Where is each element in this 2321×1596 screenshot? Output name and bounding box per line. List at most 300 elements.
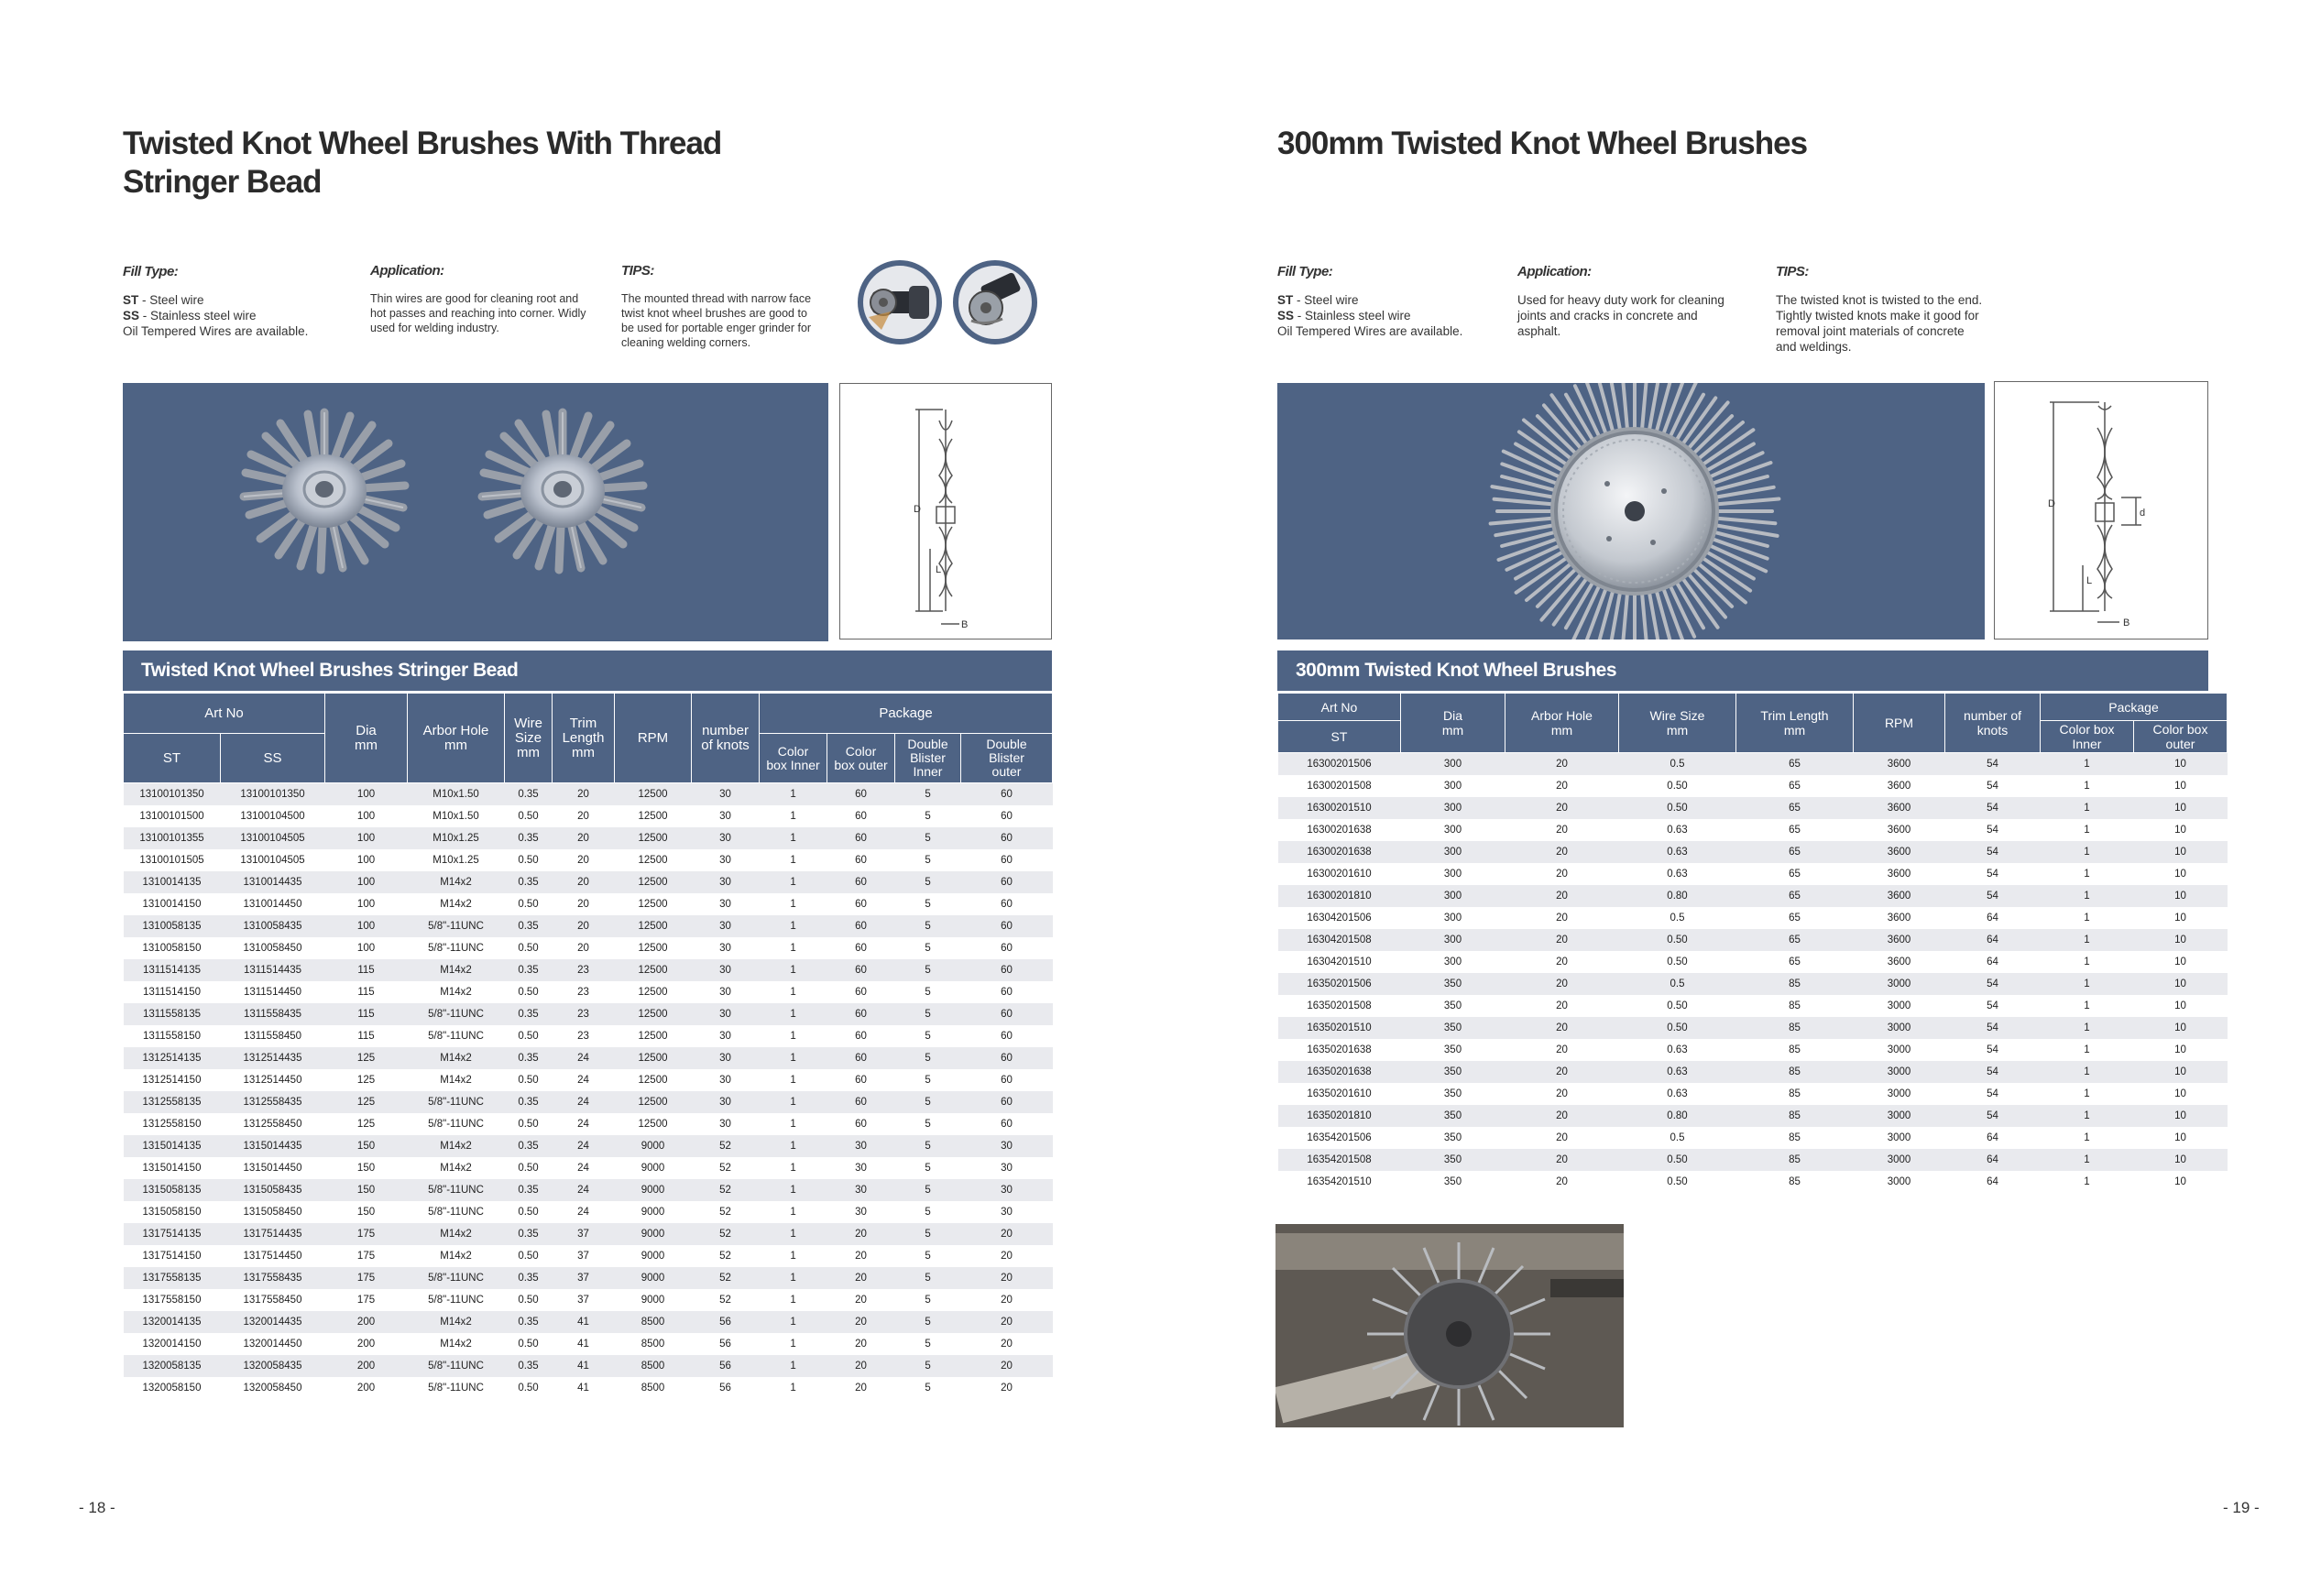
- table-cell: 16300201510: [1278, 797, 1401, 819]
- table-cell: 12500: [615, 1025, 692, 1047]
- title-line-2: Stringer Bead: [123, 164, 322, 200]
- table-cell: 0.50: [1619, 775, 1736, 797]
- header-package: Package: [760, 694, 1053, 734]
- table-cell: M14x2: [408, 1245, 505, 1267]
- table-cell: 10: [2134, 973, 2228, 995]
- page-title-left: [123, 125, 721, 202]
- table-cell: 23: [553, 981, 615, 1003]
- table-cell: 12500: [615, 959, 692, 981]
- table-cell: 24: [553, 1135, 615, 1157]
- header-double-blister-outer: [961, 734, 1053, 783]
- table-cell: 65: [1736, 929, 1854, 951]
- table-cell: 20: [1505, 1171, 1619, 1193]
- table-cell: 3000: [1854, 1127, 1945, 1149]
- table-cell: 350: [1401, 1061, 1505, 1083]
- table-cell: 54: [1945, 1061, 2041, 1083]
- table-cell: 5: [895, 871, 961, 893]
- table-cell: 13100104505: [221, 849, 325, 871]
- table-cell: 3000: [1854, 1061, 1945, 1083]
- bristle-tuft: [1715, 499, 1779, 505]
- table-cell: 60: [827, 893, 895, 915]
- table-cell: 5: [895, 1245, 961, 1267]
- table-cell: 30: [692, 981, 760, 1003]
- table-cell: 60: [827, 1091, 895, 1113]
- header-trim-unit: mm: [572, 744, 596, 760]
- header-cbo-l2: box outer: [834, 757, 888, 772]
- table-cell: 0.50: [505, 1025, 553, 1047]
- header-color-box-outer: [827, 734, 895, 783]
- table-cell: 5: [895, 1113, 961, 1135]
- table-row: [124, 1179, 1053, 1201]
- table-cell: 3600: [1854, 863, 1945, 885]
- table-cell: 5/8"-11UNC: [408, 1113, 505, 1135]
- table-cell: 30: [692, 1091, 760, 1113]
- st-code: ST: [123, 293, 139, 307]
- table-cell: 1: [2041, 885, 2134, 907]
- application-line: joints and cracks in concrete and: [1517, 309, 1698, 322]
- table-cell: 30: [827, 1201, 895, 1223]
- table-cell: 16304201506: [1278, 907, 1401, 929]
- table-cell: 5: [895, 893, 961, 915]
- table-cell: 3600: [1854, 753, 1945, 775]
- table-cell: 23: [553, 1003, 615, 1025]
- table-cell: 60: [827, 959, 895, 981]
- table-cell: 1: [760, 1179, 827, 1201]
- table-cell: 85: [1736, 973, 1854, 995]
- table-cell: 350: [1401, 1149, 1505, 1171]
- ss-code: SS: [123, 309, 140, 322]
- table-cell: M10x1.25: [408, 827, 505, 849]
- table-cell: 24: [553, 1157, 615, 1179]
- table-cell: 10: [2134, 1083, 2228, 1105]
- table-cell: 1: [760, 1201, 827, 1223]
- table-cell: 100: [325, 915, 408, 937]
- table-cell: 20: [553, 849, 615, 871]
- table-cell: 1310014135: [124, 871, 221, 893]
- table-cell: 30: [692, 783, 760, 805]
- table-row: [124, 827, 1053, 849]
- fill-type-heading: Fill Type:: [1277, 264, 1333, 279]
- table-cell: 5/8"-11UNC: [408, 1289, 505, 1311]
- table-row: [1278, 1017, 2228, 1039]
- table-cell: 1320014135: [124, 1311, 221, 1333]
- table-cell: 9000: [615, 1157, 692, 1179]
- st-text: - Steel wire: [1293, 293, 1359, 307]
- table-cell: M14x2: [408, 1333, 505, 1355]
- header-arbor-label: Arbor Hole: [1531, 708, 1593, 723]
- table-row: [1278, 863, 2228, 885]
- table-cell: 23: [553, 1025, 615, 1047]
- table-cell: 1: [760, 959, 827, 981]
- table-cell: 60: [961, 981, 1053, 1003]
- table-cell: 16304201508: [1278, 929, 1401, 951]
- header-knots-l1: number of: [1963, 708, 2022, 723]
- header-arbor: [408, 694, 505, 783]
- table-cell: 200: [325, 1333, 408, 1355]
- diagram-label-d: D: [2048, 498, 2055, 509]
- table-cell: 52: [692, 1135, 760, 1157]
- table-row: [124, 1003, 1053, 1025]
- table-cell: 54: [1945, 1083, 2041, 1105]
- table-cell: 300: [1401, 841, 1505, 863]
- header-trim-unit: mm: [1783, 723, 1806, 738]
- table-cell: 1: [760, 1025, 827, 1047]
- table-cell: 0.63: [1619, 1083, 1736, 1105]
- table-cell: 150: [325, 1179, 408, 1201]
- table-cell: 1317558150: [124, 1289, 221, 1311]
- table-cell: 1: [760, 1091, 827, 1113]
- table-cell: 16354201506: [1278, 1127, 1401, 1149]
- table-cell: 1: [2041, 973, 2134, 995]
- fill-type-st: [123, 292, 352, 308]
- table-cell: 5: [895, 915, 961, 937]
- table-cell: 0.63: [1619, 1061, 1736, 1083]
- table-cell: 1315058135: [124, 1179, 221, 1201]
- table-cell: 54: [1945, 1039, 2041, 1061]
- table-cell: 3000: [1854, 1039, 1945, 1061]
- header-knots: [692, 694, 760, 783]
- table-cell: 100: [325, 937, 408, 959]
- table-cell: 1312558450: [221, 1113, 325, 1135]
- table-cell: 200: [325, 1311, 408, 1333]
- diagram-label-l: L: [936, 564, 942, 575]
- tips-line: be used for portable enger grinder for: [621, 322, 812, 334]
- table-cell: 20: [1505, 885, 1619, 907]
- table-cell: 1: [760, 893, 827, 915]
- table-cell: 1315014450: [221, 1157, 325, 1179]
- table-row: [124, 1333, 1053, 1355]
- table-cell: 175: [325, 1223, 408, 1245]
- table-cell: 5: [895, 1267, 961, 1289]
- table-cell: 20: [827, 1223, 895, 1245]
- header-dbo-l1: Double: [986, 737, 1027, 751]
- table-cell: 1: [2041, 1061, 2134, 1083]
- table-cell: 300: [1401, 951, 1505, 973]
- tips-line: removal joint materials of concrete: [1776, 324, 1965, 338]
- table-cell: 1311514135: [124, 959, 221, 981]
- header-arbor-unit: mm: [444, 737, 468, 753]
- bristle-tuft: [1494, 499, 1555, 505]
- diagram-label-d-small: d: [2140, 508, 2146, 519]
- table-cell: 1: [2041, 995, 2134, 1017]
- table-cell: 1320058450: [221, 1377, 325, 1399]
- table-cell: 13100104500: [221, 805, 325, 827]
- table-cell: 1: [760, 783, 827, 805]
- table-cell: M14x2: [408, 1311, 505, 1333]
- table-cell: 1: [760, 915, 827, 937]
- table-cell: 16350201810: [1278, 1105, 1401, 1127]
- table-cell: 10: [2134, 1017, 2228, 1039]
- header-knots-l2: of knots: [701, 737, 750, 753]
- table-row: [124, 1289, 1053, 1311]
- table-cell: 125: [325, 1047, 408, 1069]
- table-cell: 1315014435: [221, 1135, 325, 1157]
- application-line: asphalt.: [1517, 324, 1561, 338]
- table-cell: 12500: [615, 1113, 692, 1135]
- table-cell: 0.50: [505, 849, 553, 871]
- table-cell: M10x1.50: [408, 805, 505, 827]
- table-cell: 24: [553, 1201, 615, 1223]
- table-row: [1278, 1061, 2228, 1083]
- table-cell: 0.50: [505, 1333, 553, 1355]
- table-cell: 175: [325, 1267, 408, 1289]
- table-cell: 10: [2134, 753, 2228, 775]
- table-cell: 20: [553, 937, 615, 959]
- table-cell: 1312514435: [221, 1047, 325, 1069]
- header-dia: [325, 694, 408, 783]
- table-title-left: Twisted Knot Wheel Brushes Stringer Bead: [123, 650, 1052, 693]
- table-cell: 13100101350: [124, 783, 221, 805]
- tips-line: cleaning welding corners.: [621, 336, 751, 349]
- table-row: [1278, 1083, 2228, 1105]
- table-cell: 115: [325, 1003, 408, 1025]
- table-cell: 1311514435: [221, 959, 325, 981]
- table-cell: 10: [2134, 885, 2228, 907]
- fill-type-section: [123, 264, 352, 339]
- table-cell: 30: [961, 1201, 1053, 1223]
- table-cell: 5: [895, 1311, 961, 1333]
- angle-grinder-icon: [863, 266, 936, 339]
- table-cell: 20: [961, 1311, 1053, 1333]
- header-art-no: Art No: [1278, 694, 1401, 721]
- table-cell: 1: [2041, 1127, 2134, 1149]
- table-cell: 5: [895, 959, 961, 981]
- table-cell: 0.35: [505, 783, 553, 805]
- table-cell: 12500: [615, 893, 692, 915]
- table-cell: 1: [760, 849, 827, 871]
- table-cell: 64: [1945, 1127, 2041, 1149]
- table-cell: 0.80: [1619, 885, 1736, 907]
- table-row: [124, 1245, 1053, 1267]
- twisted-knot-wheel-brush-photo: [1277, 383, 1985, 639]
- table-cell: 52: [692, 1179, 760, 1201]
- table-cell: 8500: [615, 1333, 692, 1355]
- table-cell: 20: [1505, 1149, 1619, 1171]
- table-cell: 350: [1401, 995, 1505, 1017]
- application-line: Thin wires are good for cleaning root and: [370, 292, 579, 305]
- table-cell: 10: [2134, 929, 2228, 951]
- table-cell: 30: [692, 1003, 760, 1025]
- table-row: [1278, 885, 2228, 907]
- table-cell: 30: [692, 915, 760, 937]
- table-cell: 20: [1505, 775, 1619, 797]
- table-cell: M10x1.25: [408, 849, 505, 871]
- ss-text: - Stainless steel wire: [139, 309, 257, 322]
- header-wire-l1: Wire: [514, 715, 542, 731]
- table-cell: 350: [1401, 1127, 1505, 1149]
- table-cell: 0.50: [1619, 951, 1736, 973]
- table-cell: 12500: [615, 827, 692, 849]
- header-wire-unit: mm: [517, 744, 541, 760]
- table-cell: 300: [1401, 753, 1505, 775]
- table-cell: 5: [895, 937, 961, 959]
- table-cell: 85: [1736, 1017, 1854, 1039]
- table-cell: 20: [961, 1377, 1053, 1399]
- table-cell: 20: [1505, 863, 1619, 885]
- table-cell: 23: [553, 959, 615, 981]
- table-cell: 10: [2134, 907, 2228, 929]
- table-cell: 3600: [1854, 841, 1945, 863]
- table-cell: 60: [961, 849, 1053, 871]
- table-cell: 20: [827, 1377, 895, 1399]
- table-cell: 10: [2134, 951, 2228, 973]
- table-cell: 16300201508: [1278, 775, 1401, 797]
- table-cell: 1312558135: [124, 1091, 221, 1113]
- table-cell: 300: [1401, 907, 1505, 929]
- table-cell: 0.35: [505, 1223, 553, 1245]
- table-cell: 41: [553, 1355, 615, 1377]
- table-cell: 5/8"-11UNC: [408, 915, 505, 937]
- header-ss: SS: [221, 734, 325, 783]
- table-cell: 100: [325, 805, 408, 827]
- header-knots-l2: knots: [1976, 723, 2009, 738]
- table-cell: 30: [692, 1069, 760, 1091]
- table-cell: 100: [325, 871, 408, 893]
- header-dia-label: Dia: [356, 722, 377, 738]
- table-cell: 5: [895, 1047, 961, 1069]
- table-cell: 20: [827, 1355, 895, 1377]
- header-trim-l1: Trim: [569, 715, 597, 731]
- table-cell: 16300201810: [1278, 885, 1401, 907]
- header-dbi-l1: Double: [907, 737, 948, 751]
- table-cell: 85: [1736, 995, 1854, 1017]
- table-cell: 60: [961, 915, 1053, 937]
- table-cell: 60: [827, 915, 895, 937]
- table-cell: 64: [1945, 929, 2041, 951]
- table-row: [124, 1223, 1053, 1245]
- table-cell: 5: [895, 1223, 961, 1245]
- table-cell: 1320014450: [221, 1333, 325, 1355]
- table-cell: 20: [553, 805, 615, 827]
- table-cell: 10: [2134, 1171, 2228, 1193]
- table-cell: 20: [1505, 797, 1619, 819]
- tips-line: and weldings.: [1776, 340, 1852, 354]
- table-cell: 24: [553, 1113, 615, 1135]
- table-cell: 1: [2041, 907, 2134, 929]
- table-cell: 30: [692, 827, 760, 849]
- table-cell: 3000: [1854, 1105, 1945, 1127]
- header-double-blister-inner: [895, 734, 961, 783]
- table-cell: 175: [325, 1245, 408, 1267]
- application-line: hot passes and reaching into corner. Widly: [370, 307, 586, 320]
- brush-dimension-diagram: [839, 383, 1052, 639]
- table-row: [124, 981, 1053, 1003]
- table-cell: 30: [961, 1179, 1053, 1201]
- application-heading: Application:: [370, 263, 444, 279]
- table-cell: 0.5: [1619, 907, 1736, 929]
- table-row: [1278, 1105, 2228, 1127]
- table-cell: 52: [692, 1201, 760, 1223]
- table-cell: 350: [1401, 973, 1505, 995]
- title-line-1: Twisted Knot Wheel Brushes With Thread: [123, 126, 722, 161]
- table-cell: 0.50: [1619, 1017, 1736, 1039]
- diagram-label-b: B: [961, 619, 969, 630]
- header-st: ST: [1278, 721, 1401, 753]
- table-cell: 5: [895, 981, 961, 1003]
- table-cell: 0.50: [505, 893, 553, 915]
- header-wire: [505, 694, 553, 783]
- table-cell: 100: [325, 783, 408, 805]
- table-cell: 9000: [615, 1135, 692, 1157]
- table-cell: 20: [961, 1333, 1053, 1355]
- table-cell: 30: [692, 1113, 760, 1135]
- header-arbor-unit: mm: [1550, 723, 1573, 738]
- table-cell: 20: [553, 871, 615, 893]
- tips-line: twist knot wheel brushes are good to: [621, 307, 807, 320]
- table-cell: 37: [553, 1289, 615, 1311]
- table-cell: 1: [760, 1113, 827, 1135]
- fill-type-ss: [1277, 308, 1506, 323]
- diagram-drawing-icon: [1995, 382, 2206, 638]
- table-cell: 16350201506: [1278, 973, 1401, 995]
- table-cell: 0.35: [505, 1047, 553, 1069]
- table-cell: 52: [692, 1157, 760, 1179]
- fill-type-note: Oil Tempered Wires are available.: [1277, 324, 1463, 338]
- table-cell: 20: [1505, 995, 1619, 1017]
- bristle-tuft: [1622, 383, 1627, 432]
- table-cell: 20: [1505, 951, 1619, 973]
- tips-line: The twisted knot is twisted to the end.: [1776, 293, 1983, 307]
- table-cell: 1: [2041, 951, 2134, 973]
- header-dia-label: Dia: [1442, 708, 1462, 723]
- table-cell: 60: [827, 1003, 895, 1025]
- table-cell: 52: [692, 1245, 760, 1267]
- table-cell: 1: [760, 981, 827, 1003]
- table-cell: 60: [827, 871, 895, 893]
- table-cell: 0.50: [505, 1201, 553, 1223]
- table-cell: 1315058150: [124, 1201, 221, 1223]
- table-cell: 1310014450: [221, 893, 325, 915]
- diagram-label-d: D: [914, 504, 921, 515]
- brush-in-use-photo: [1275, 1224, 1624, 1427]
- header-color-box-inner: [760, 734, 827, 783]
- table-row: [124, 1047, 1053, 1069]
- table-row: [124, 1267, 1053, 1289]
- header-cbo-l2: outer: [2165, 737, 2195, 751]
- table-cell: 20: [961, 1245, 1053, 1267]
- table-cell: 30: [692, 805, 760, 827]
- table-row: [1278, 907, 2228, 929]
- table-cell: 0.35: [505, 871, 553, 893]
- table-cell: 3600: [1854, 885, 1945, 907]
- tips-section: [621, 264, 850, 350]
- table-cell: 13100101355: [124, 827, 221, 849]
- header-trim-l2: Length: [562, 729, 605, 746]
- table-cell: 54: [1945, 1017, 2041, 1039]
- table-cell: 1: [760, 1267, 827, 1289]
- table-cell: 1310058135: [124, 915, 221, 937]
- header-knots: [1945, 694, 2041, 753]
- table-cell: 60: [961, 893, 1053, 915]
- table-cell: 65: [1736, 797, 1854, 819]
- table-cell: 37: [553, 1223, 615, 1245]
- fill-type-heading: Fill Type:: [123, 264, 179, 279]
- header-color-box-inner: [2041, 721, 2134, 753]
- table-cell: 12500: [615, 1069, 692, 1091]
- table-cell: 20: [827, 1267, 895, 1289]
- table-row: [124, 915, 1053, 937]
- table-cell: 0.50: [1619, 929, 1736, 951]
- table-row: [124, 871, 1053, 893]
- table-cell: 3000: [1854, 995, 1945, 1017]
- table-cell: 5: [895, 1025, 961, 1047]
- table-cell: 20: [1505, 907, 1619, 929]
- table-cell: 10: [2134, 1127, 2228, 1149]
- header-st: ST: [124, 734, 221, 783]
- table-cell: 20: [1505, 1105, 1619, 1127]
- table-cell: 5: [895, 827, 961, 849]
- table-row: [124, 1355, 1053, 1377]
